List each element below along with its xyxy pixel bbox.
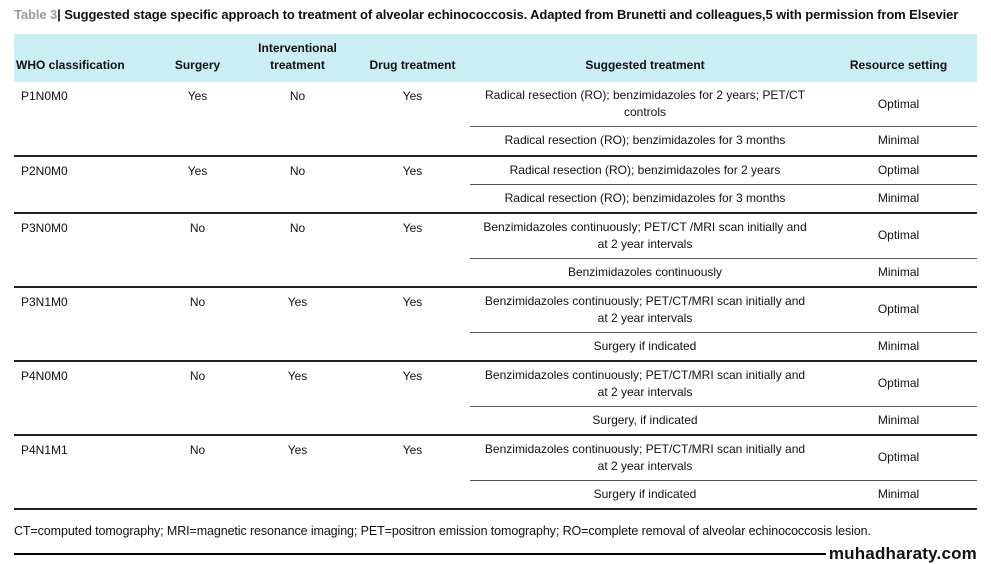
table-row	[14, 213, 977, 259]
cell-drug-treatment: Yes	[355, 361, 470, 435]
cell-who-classification: P4N0M0	[14, 361, 155, 435]
cell-resource-setting: Optimal	[820, 156, 977, 185]
table-caption	[14, 4, 977, 26]
cell-suggested-treatment: Benzimidazoles continuously	[470, 258, 820, 287]
cell-resource-setting: Optimal	[820, 213, 977, 259]
bottom-rule	[14, 553, 826, 555]
table-row	[14, 82, 977, 127]
cell-suggested-treatment: Benzimidazoles continuously; PET/CT/MRI scan initially and at 2 year intervals	[470, 435, 820, 481]
cell-drug-treatment: Yes	[355, 435, 470, 509]
table-row	[14, 156, 977, 185]
cell-resource-setting: Optimal	[820, 361, 977, 407]
cell-surgery: Yes	[155, 156, 240, 213]
cell-drug-treatment: Yes	[355, 82, 470, 155]
header-drug-treatment: Drug treatment	[355, 34, 470, 82]
cell-suggested-treatment: Benzimidazoles continuously; PET/CT /MRI scan initially and at 2 year intervals	[470, 213, 820, 259]
cell-surgery: No	[155, 213, 240, 287]
cell-interventional-treatment: Yes	[240, 361, 355, 435]
cell-interventional-treatment: Yes	[240, 287, 355, 361]
cell-who-classification: P2N0M0	[14, 156, 155, 213]
bottom-bar	[14, 544, 977, 564]
watermark-link[interactable]: muhadharaty.com	[828, 544, 977, 564]
table-row	[14, 287, 977, 333]
cell-suggested-treatment: Benzimidazoles continuously; PET/CT/MRI scan initially and at 2 year intervals	[470, 361, 820, 407]
footnote: CT=computed tomography; MRI=magnetic resonance imaging; PET=positron emission tomography; RO=complete removal of alveolar echinococcosis lesion.	[14, 523, 871, 538]
cell-suggested-treatment: Radical resection (RO); benzimidazoles for 2 years	[470, 156, 820, 185]
header-suggested-treatment: Suggested treatment	[470, 34, 820, 82]
cell-resource-setting: Optimal	[820, 287, 977, 333]
cell-surgery: No	[155, 435, 240, 509]
cell-suggested-treatment: Benzimidazoles continuously; PET/CT/MRI scan initially and at 2 year intervals	[470, 287, 820, 333]
caption-text: Suggested stage specific approach to treatment of alveolar echinococcosis. Adapted from Brunetti and colleagues,5 with permission from Elsevier	[60, 7, 959, 22]
cell-drug-treatment: Yes	[355, 156, 470, 213]
cell-drug-treatment: Yes	[355, 213, 470, 287]
cell-interventional-treatment: No	[240, 213, 355, 287]
header-who-classification: WHO classification	[14, 34, 155, 82]
cell-interventional-treatment: No	[240, 156, 355, 213]
header-resource-setting: Resource setting	[820, 34, 977, 82]
table-row	[14, 361, 977, 407]
cell-resource-setting: Minimal	[820, 332, 977, 361]
header-surgery: Surgery	[155, 34, 240, 82]
cell-resource-setting: Minimal	[820, 184, 977, 213]
table-number-label: Table 3	[14, 7, 58, 22]
table-row	[14, 435, 977, 481]
cell-resource-setting: Minimal	[820, 480, 977, 509]
table-body	[14, 82, 977, 509]
cell-suggested-treatment: Radical resection (RO); benzimidazoles for 2 years; PET/CT controls	[470, 82, 820, 127]
cell-who-classification: P4N1M1	[14, 435, 155, 509]
cell-who-classification: P3N1M0	[14, 287, 155, 361]
cell-interventional-treatment: Yes	[240, 435, 355, 509]
cell-drug-treatment: Yes	[355, 287, 470, 361]
cell-surgery: No	[155, 287, 240, 361]
treatment-table	[14, 34, 977, 510]
caption-separator: |	[57, 7, 61, 22]
cell-suggested-treatment: Surgery, if indicated	[470, 406, 820, 435]
cell-suggested-treatment: Surgery if indicated	[470, 332, 820, 361]
cell-suggested-treatment: Surgery if indicated	[470, 480, 820, 509]
cell-interventional-treatment: No	[240, 82, 355, 155]
header-interventional-treatment: Interventional treatment	[240, 34, 355, 82]
cell-who-classification: P1N0M0	[14, 82, 155, 155]
cell-suggested-treatment: Radical resection (RO); benzimidazoles for 3 months	[470, 184, 820, 213]
cell-surgery: Yes	[155, 82, 240, 155]
cell-suggested-treatment: Radical resection (RO); benzimidazoles for 3 months	[470, 127, 820, 156]
cell-resource-setting: Minimal	[820, 258, 977, 287]
table-header-row	[14, 34, 977, 82]
cell-resource-setting: Optimal	[820, 435, 977, 481]
cell-resource-setting: Minimal	[820, 406, 977, 435]
cell-who-classification: P3N0M0	[14, 213, 155, 287]
cell-resource-setting: Minimal	[820, 127, 977, 156]
cell-surgery: No	[155, 361, 240, 435]
cell-resource-setting: Optimal	[820, 82, 977, 127]
